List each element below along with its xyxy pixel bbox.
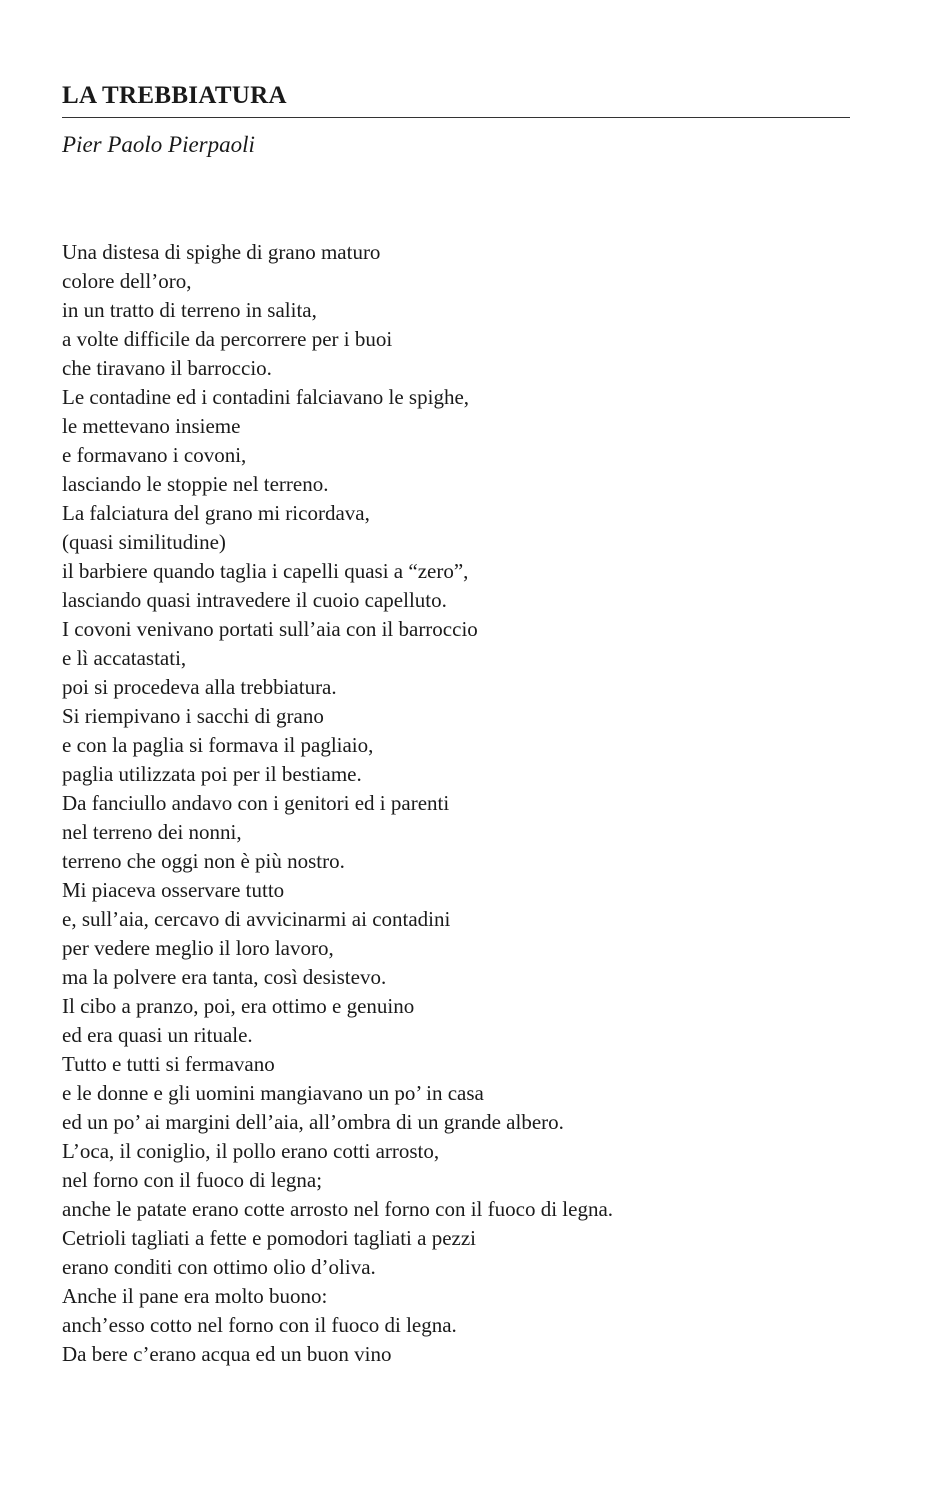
- poem-line: in un tratto di terreno in salita,: [62, 298, 317, 322]
- poem-line: e formavano i covoni,: [62, 443, 247, 467]
- poem-line: il barbiere quando taglia i capelli quasi a “zero”,: [62, 559, 469, 583]
- poem-line: per vedere meglio il loro lavoro,: [62, 936, 334, 960]
- poem-line: che tiravano il barroccio.: [62, 356, 272, 380]
- poem-line: L’oca, il coniglio, il pollo erano cotti arrosto,: [62, 1139, 440, 1163]
- poem-line: le mettevano insieme: [62, 414, 241, 438]
- poem-line: e le donne e gli uomini mangiavano un po’ in casa: [62, 1081, 484, 1105]
- poem-line: ma la polvere era tanta, così desistevo.: [62, 965, 387, 989]
- poem-line: paglia utilizzata poi per il bestiame.: [62, 762, 362, 786]
- poem-line: La falciatura del grano mi ricordava,: [62, 501, 370, 525]
- poem-line: Anche il pane era molto buono:: [62, 1284, 328, 1308]
- poem-line: (quasi similitudine): [62, 530, 226, 554]
- poem-line: lasciando quasi intravedere il cuoio capelluto.: [62, 588, 447, 612]
- poem-line: Il cibo a pranzo, poi, era ottimo e genuino: [62, 994, 415, 1018]
- poem-author: Pier Paolo Pierpaoli: [62, 132, 255, 157]
- poem-line: Da fanciullo andavo con i genitori ed i parenti: [62, 791, 450, 815]
- poem-line: Una distesa di spighe di grano maturo: [62, 240, 381, 264]
- poem-line: poi si procedeva alla trebbiatura.: [62, 675, 337, 699]
- poem-line: terreno che oggi non è più nostro.: [62, 849, 345, 873]
- poem-line: Si riempivano i sacchi di grano: [62, 704, 324, 728]
- poem-line: lasciando le stoppie nel terreno.: [62, 472, 329, 496]
- poem-line: Cetrioli tagliati a fette e pomodori tagliati a pezzi: [62, 1226, 477, 1250]
- poem-line: erano conditi con ottimo olio d’oliva.: [62, 1255, 376, 1279]
- poem-line: ed era quasi un rituale.: [62, 1023, 253, 1047]
- poem-title: LA TREBBIATURA: [62, 82, 287, 109]
- poem-line: Da bere c’erano acqua ed un buon vino: [62, 1342, 392, 1366]
- title-divider: [62, 117, 850, 118]
- poem-line: Tutto e tutti si fermavano: [62, 1052, 275, 1076]
- poem-line: ed un po’ ai margini dell’aia, all’ombra di un grande albero.: [62, 1110, 564, 1134]
- poem-line: e lì accatastati,: [62, 646, 187, 670]
- poem-line: anche le patate erano cotte arrosto nel forno con il fuoco di legna.: [62, 1197, 614, 1221]
- poem-line: e, sull’aia, cercavo di avvicinarmi ai contadini: [62, 907, 451, 931]
- poem-line: a volte difficile da percorrere per i buoi: [62, 327, 393, 351]
- poem-line: anch’esso cotto nel forno con il fuoco di legna.: [62, 1313, 457, 1337]
- poem-line: I covoni venivano portati sull’aia con il barroccio: [62, 617, 478, 641]
- poem-line: nel terreno dei nonni,: [62, 820, 242, 844]
- poem-line: Mi piaceva osservare tutto: [62, 878, 285, 902]
- poem-body: [62, 238, 613, 1369]
- poem-line: Le contadine ed i contadini falciavano le spighe,: [62, 385, 470, 409]
- poem-line: colore dell’oro,: [62, 269, 192, 293]
- poem-line: nel forno con il fuoco di legna;: [62, 1168, 323, 1192]
- poem-line: e con la paglia si formava il pagliaio,: [62, 733, 374, 757]
